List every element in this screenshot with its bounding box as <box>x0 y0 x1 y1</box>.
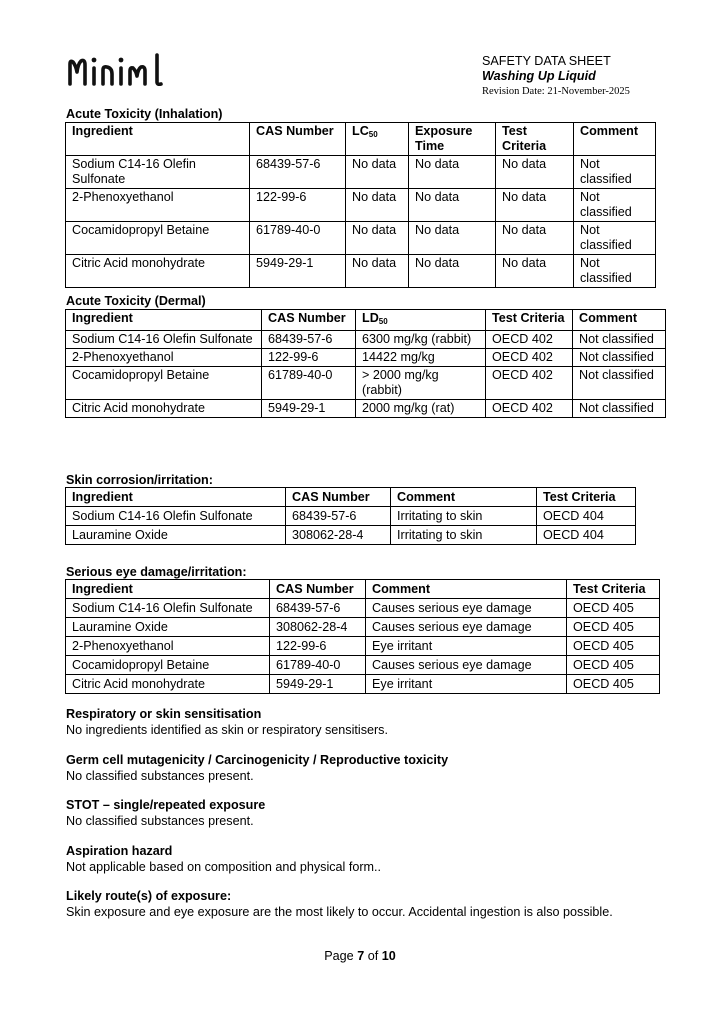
table-cell: 68439-57-6 <box>270 599 366 618</box>
table-cell: No data <box>409 189 496 222</box>
table-cell: No data <box>409 156 496 189</box>
table-cell: Causes serious eye damage <box>366 618 567 637</box>
table-header-row <box>66 310 666 331</box>
table-cell: Cocamidopropyl Betaine <box>66 222 250 255</box>
col-header: Ingredient <box>66 488 286 507</box>
col-header: CAS Number <box>250 123 346 156</box>
table-cell: 2-Phenoxyethanol <box>66 349 262 367</box>
col-header: Test Criteria <box>486 310 573 331</box>
col-header: $LC_{50}$ <box>346 123 409 156</box>
table-cell: 68439-57-6 <box>262 331 356 349</box>
section-heading: Respiratory or skin sensitisation <box>66 707 262 721</box>
col-header: Comment <box>366 580 567 599</box>
table-header-row <box>66 488 636 507</box>
section-heading: Likely route(s) of exposure: <box>66 889 232 903</box>
table-cell: 5949-29-1 <box>262 400 356 418</box>
table-cell: OECD 405 <box>567 618 660 637</box>
table-cell: Sodium C14-16 Olefin Sulfonate <box>66 156 250 189</box>
table-cell: Not classified <box>574 189 656 222</box>
sensitisation-section <box>66 707 388 738</box>
table-cell: No data <box>496 255 574 288</box>
col-header: Comment <box>574 123 656 156</box>
table-cell: Not classified <box>574 156 656 189</box>
col-header: CAS Number <box>262 310 356 331</box>
table-cell: Sodium C14-16 Olefin Sulfonate <box>66 599 270 618</box>
skin-title: Skin corrosion/irritation: <box>66 473 213 487</box>
table-cell: No data <box>496 189 574 222</box>
section-heading: Germ cell mutagenicity / Carcinogenicity / Reproductive toxicity <box>66 753 449 767</box>
table-cell: 68439-57-6 <box>286 507 391 526</box>
table-cell: Lauramine Oxide <box>66 618 270 637</box>
table-cell: 68439-57-6 <box>250 156 346 189</box>
table-cell: 14422 mg/kg <box>356 349 486 367</box>
page-number: Page 7 of 10 <box>324 949 396 963</box>
table-cell: 6300 mg/kg (rabbit) <box>356 331 486 349</box>
mutagenicity-section <box>66 753 448 784</box>
exposure-route-section <box>66 889 613 920</box>
table-cell: 61789-40-0 <box>262 367 356 400</box>
table-cell: Cocamidopropyl Betaine <box>66 367 262 400</box>
table-cell: 122-99-6 <box>250 189 346 222</box>
table-row <box>66 675 660 694</box>
product-name: Washing Up Liquid <box>482 69 596 83</box>
table-cell: Citric Acid monohydrate <box>66 255 250 288</box>
table-cell: Sodium C14-16 Olefin Sulfonate <box>66 507 286 526</box>
table-row <box>66 656 660 675</box>
revision-date: Revision Date: 21-November-2025 <box>482 86 630 97</box>
table-row <box>66 367 666 400</box>
table-cell: Eye irritant <box>366 637 567 656</box>
col-header: CAS Number <box>270 580 366 599</box>
table-row <box>66 526 636 545</box>
table-cell: Sodium C14-16 Olefin Sulfonate <box>66 331 262 349</box>
table-cell: OECD 405 <box>567 637 660 656</box>
table-cell: 122-99-6 <box>270 637 366 656</box>
table-cell: Not classified <box>574 255 656 288</box>
table-cell: 61789-40-0 <box>250 222 346 255</box>
miniml-logo <box>67 50 177 94</box>
table-cell: Not classified <box>573 400 666 418</box>
table-cell: No data <box>496 222 574 255</box>
table-cell: No data <box>346 255 409 288</box>
table-cell: No data <box>496 156 574 189</box>
table-cell: Citric Acid monohydrate <box>66 675 270 694</box>
table-cell: OECD 402 <box>486 331 573 349</box>
table-row <box>66 618 660 637</box>
eye-title: Serious eye damage/irritation: <box>66 565 247 579</box>
table-cell: Eye irritant <box>366 675 567 694</box>
aspiration-section <box>66 844 381 875</box>
section-heading: STOT – single/repeated exposure <box>66 798 266 812</box>
table-cell: Irritating to skin <box>391 526 537 545</box>
table-header-row <box>66 123 656 156</box>
table-row <box>66 507 636 526</box>
table-cell: OECD 404 <box>537 526 636 545</box>
table-cell: Causes serious eye damage <box>366 656 567 675</box>
table-row <box>66 189 656 222</box>
table-row <box>66 349 666 367</box>
table-cell: OECD 404 <box>537 507 636 526</box>
table-header-row <box>66 580 660 599</box>
table-cell: OECD 405 <box>567 599 660 618</box>
table-cell: Cocamidopropyl Betaine <box>66 656 270 675</box>
table-cell: No data <box>346 156 409 189</box>
table-cell: > 2000 mg/kg (rabbit) <box>356 367 486 400</box>
table-cell: No data <box>409 222 496 255</box>
table-row <box>66 156 656 189</box>
table-cell: Causes serious eye damage <box>366 599 567 618</box>
table-cell: 2-Phenoxyethanol <box>66 189 250 222</box>
table-cell: 61789-40-0 <box>270 656 366 675</box>
table-cell: Citric Acid monohydrate <box>66 400 262 418</box>
table-row <box>66 637 660 656</box>
section-body: Skin exposure and eye exposure are the most likely to occur. Accidental ingestion is also possible. <box>66 904 613 919</box>
table-cell: OECD 402 <box>486 349 573 367</box>
col-header: CAS Number <box>286 488 391 507</box>
col-header: Ingredient <box>66 123 250 156</box>
table-cell: 2000 mg/kg (rat) <box>356 400 486 418</box>
table-cell: No data <box>409 255 496 288</box>
table-cell: 122-99-6 <box>262 349 356 367</box>
table-row <box>66 599 660 618</box>
dermal-table <box>65 309 666 418</box>
table-cell: No data <box>346 189 409 222</box>
table-cell: Irritating to skin <box>391 507 537 526</box>
col-header: Comment <box>391 488 537 507</box>
section-heading: Aspiration hazard <box>66 844 173 858</box>
table-row <box>66 331 666 349</box>
table-cell: Lauramine Oxide <box>66 526 286 545</box>
col-header: $LD_{50}$ <box>356 310 486 331</box>
table-cell: No data <box>346 222 409 255</box>
col-header: Ingredient <box>66 580 270 599</box>
table-row <box>66 400 666 418</box>
col-header: Test Criteria <box>496 123 574 156</box>
section-body: No classified substances present. <box>66 768 254 783</box>
table-cell: 5949-29-1 <box>270 675 366 694</box>
section-body: No classified substances present. <box>66 813 254 828</box>
col-header: Exposure Time <box>409 123 496 156</box>
table-cell: 5949-29-1 <box>250 255 346 288</box>
table-cell: OECD 405 <box>567 675 660 694</box>
section-body: Not applicable based on composition and physical form.. <box>66 859 382 874</box>
table-row <box>66 255 656 288</box>
stot-section <box>66 798 265 829</box>
table-cell: OECD 402 <box>486 367 573 400</box>
table-cell: Not classified <box>574 222 656 255</box>
dermal-title: Acute Toxicity (Dermal) <box>66 294 206 308</box>
table-cell: Not classified <box>573 367 666 400</box>
table-row <box>66 222 656 255</box>
table-cell: Not classified <box>573 331 666 349</box>
col-header: Test Criteria <box>537 488 636 507</box>
eye-table <box>65 579 660 694</box>
section-body: No ingredients identified as skin or respiratory sensitisers. <box>66 722 388 737</box>
table-cell: OECD 405 <box>567 656 660 675</box>
table-cell: 308062-28-4 <box>270 618 366 637</box>
col-header: Test Criteria <box>567 580 660 599</box>
col-header: Comment <box>573 310 666 331</box>
table-cell: 2-Phenoxyethanol <box>66 637 270 656</box>
inhalation-title: Acute Toxicity (Inhalation) <box>66 107 223 121</box>
inhalation-table <box>65 122 656 288</box>
table-cell: 308062-28-4 <box>286 526 391 545</box>
table-cell: Not classified <box>573 349 666 367</box>
document-header <box>482 54 630 99</box>
col-header: Ingredient <box>66 310 262 331</box>
skin-table <box>65 487 636 545</box>
doc-type: SAFETY DATA SHEET <box>482 54 611 68</box>
table-cell: OECD 402 <box>486 400 573 418</box>
